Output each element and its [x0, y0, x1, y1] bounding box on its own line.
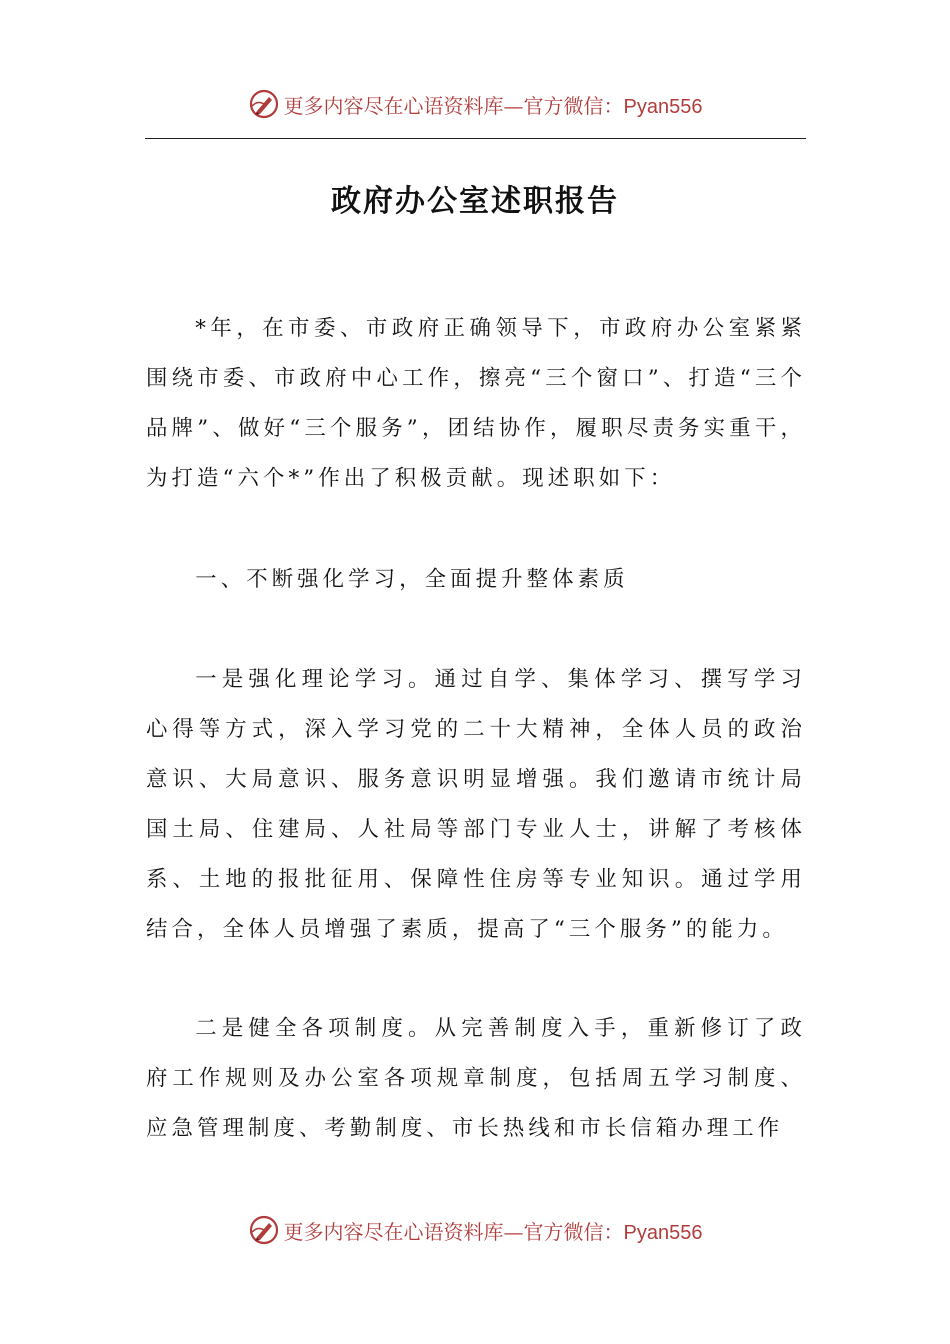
theory-study-paragraph: 一是强化理论学习。通过自学、集体学习、撰写学习心得等方式，深入学习党的二十大精神，全体人员的政治意识、大局意识、服务意识明显增强。我们邀请市统计局国土局、住建局、人社局等部门专业人士，讲解了考核体系、土地的报批征用、保障性住房等专业知识。通过学用结合，全体人员增强了素质，提高了“三个服务”的能力。	[146, 667, 806, 942]
pen-logo-icon	[248, 1214, 280, 1246]
banner-wechat-id: Pyan556	[623, 1221, 703, 1244]
section-heading: 一、不断强化学习，全面提升整体素质	[195, 567, 629, 592]
banner-wechat-id: Pyan556	[623, 95, 703, 118]
document-title: 政府办公室述职报告	[331, 184, 619, 219]
banner-slogan: 更多内容尽在心语资料库	[283, 93, 504, 118]
footer-banner	[0, 1208, 950, 1252]
banner-wechat-label: 官方微信：	[523, 93, 624, 118]
system-improvement-paragraph: 二是健全各项制度。从完善制度入手，重新修订了政府工作规则及办公室各项规章制度，包括周五学习制度、应急管理制度、考勤制度、市长热线和市长信箱办理工作	[146, 1016, 806, 1141]
header-banner	[0, 82, 950, 126]
banner-text	[284, 90, 703, 119]
intro-paragraph: *年，在市委、市政府正确领导下，市政府办公室紧紧围绕市委、市政府中心工作，擦亮“三个窗口”、打造“三个品牌”、做好“三个服务”，团结协作，履职尽责务实重干，为打造“六个*”作出了积极贡献。现述职如下：	[146, 316, 806, 491]
banner-separator: —	[503, 93, 524, 118]
banner-separator: —	[503, 1219, 524, 1244]
banner-text	[284, 1216, 703, 1245]
header-divider	[145, 138, 806, 139]
banner-slogan: 更多内容尽在心语资料库	[283, 1219, 504, 1244]
banner-wechat-label: 官方微信：	[523, 1219, 624, 1244]
pen-logo-icon	[248, 88, 280, 120]
